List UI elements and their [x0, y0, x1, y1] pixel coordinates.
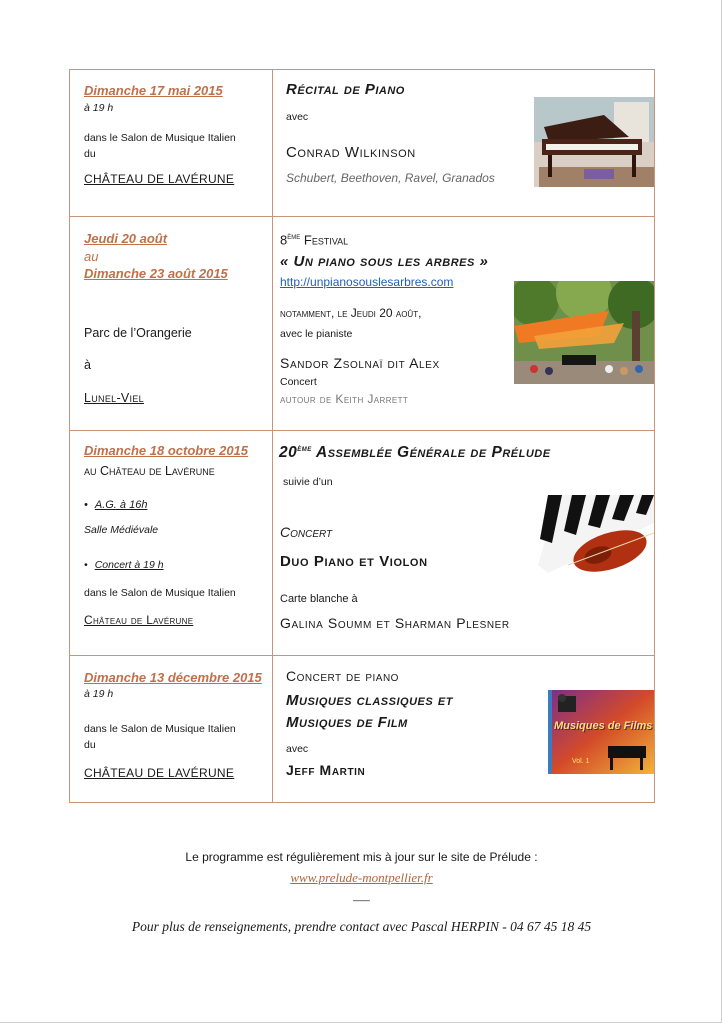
footer-website-link: [0, 870, 723, 886]
event-date-start: Jeudi 20 août: [84, 231, 168, 246]
event-row-3: [70, 430, 654, 655]
program-table: [69, 69, 655, 803]
event-line1: Concert de piano: [286, 668, 399, 684]
event-venue: Lunel-Viel: [84, 391, 144, 405]
event-performer: Jeff Martin: [286, 762, 366, 778]
agenda-item-concert-label: Concert à 19 h: [94, 559, 164, 571]
column-divider: [272, 431, 273, 655]
event-performers: Galina Soumm et Sharman Plesner: [280, 615, 510, 631]
musiques-de-films-cover: [548, 690, 654, 774]
agenda-item-concert-place: dans le Salon de Musique Italien: [84, 587, 236, 599]
event-place-2: du: [84, 148, 96, 160]
event-row-4: [70, 655, 654, 802]
festival-heading: [280, 232, 348, 247]
event-at: à: [84, 358, 91, 372]
event-line3: Musiques de Film: [286, 714, 408, 731]
cover-title: Musiques de Films: [554, 720, 653, 732]
footer-contact: Pour plus de renseignements, prendre contact avec Pascal HERPIN - 04 67 45 18 45: [131, 919, 592, 934]
column-divider: [272, 217, 273, 430]
festival-sup: ème: [287, 232, 301, 241]
grand-piano-photo: [534, 97, 654, 187]
agenda-item-ag: [84, 499, 147, 511]
event-venue: CHÂTEAU DE LAVÉRUNE: [84, 172, 235, 186]
agenda-item-ag-place: Salle Médiévale: [84, 524, 159, 536]
title-sup: ème: [297, 443, 312, 453]
event-with: avec: [286, 111, 309, 123]
cover-volume: Vol. 1: [572, 758, 590, 765]
event-date-end: Dimanche 23 août 2015: [84, 266, 228, 281]
column-divider: [272, 70, 273, 216]
event-row-1: [70, 70, 654, 216]
piano-keys-violin-image: [538, 495, 654, 573]
event-with: avec: [286, 743, 309, 755]
column-divider: [272, 656, 273, 802]
festival-label: Festival: [303, 232, 349, 248]
event-place: dans le Salon de Musique Italien: [84, 723, 236, 735]
event-concert: Concert: [280, 524, 333, 540]
event-row-2: [70, 216, 654, 430]
event-theme: autour de Keith Jarrett: [280, 392, 409, 406]
event-venue: Château de Lavérune: [84, 613, 194, 627]
title-rest: Assemblée Générale de Prélude: [316, 444, 551, 462]
event-date: Dimanche 17 mai 2015: [84, 83, 223, 98]
event-concert: Concert: [280, 376, 317, 388]
event-followed: suivie d’un: [283, 476, 333, 488]
event-title: [279, 443, 551, 462]
event-time: à 19 h: [84, 688, 114, 700]
event-place: dans le Salon de Musique Italien: [84, 132, 236, 144]
event-place: Parc de l’Orangerie: [84, 326, 192, 340]
festival-link[interactable]: http://unpianosouslesarbres.com: [280, 275, 454, 289]
website-link[interactable]: www.prelude-montpellier.fr: [290, 870, 433, 885]
event-duo: Duo Piano et Violon: [280, 553, 428, 570]
footer-update-note: Le programme est régulièrement mis à jour sur le site de Prélude :: [185, 850, 538, 864]
event-line2: Musiques classiques et: [286, 692, 453, 709]
event-carte: Carte blanche à: [280, 593, 358, 605]
event-date: Dimanche 18 octobre 2015: [84, 443, 249, 458]
outdoor-piano-festival-photo: [514, 281, 654, 384]
event-place-2: du: [84, 739, 96, 751]
festival-number: 8: [280, 232, 288, 248]
event-date-mid: au: [84, 249, 99, 264]
event-location: au Château de Lavérune: [84, 464, 215, 478]
agenda-item-concert: [84, 559, 164, 571]
event-with-pianist: avec le pianiste: [280, 328, 353, 340]
festival-name: « Un piano sous les arbres »: [280, 253, 489, 270]
event-performer: Sandor Zsolnaï dit Alex: [280, 355, 440, 371]
title-number: 20: [279, 444, 298, 462]
event-title: Récital de Piano: [286, 81, 405, 98]
event-performer: Conrad Wilkinson: [286, 144, 416, 161]
agenda-item-ag-label: A.G. à 16h: [94, 499, 148, 511]
event-notably: notamment, le Jeudi 20 août,: [280, 306, 422, 320]
event-time: à 19 h: [84, 102, 114, 114]
event-venue: CHÂTEAU DE LAVÉRUNE: [84, 766, 235, 780]
footer-separator: ___: [353, 891, 370, 902]
event-date: Dimanche 13 décembre 2015: [84, 670, 262, 685]
event-composers: Schubert, Beethoven, Ravel, Granados: [286, 171, 495, 185]
